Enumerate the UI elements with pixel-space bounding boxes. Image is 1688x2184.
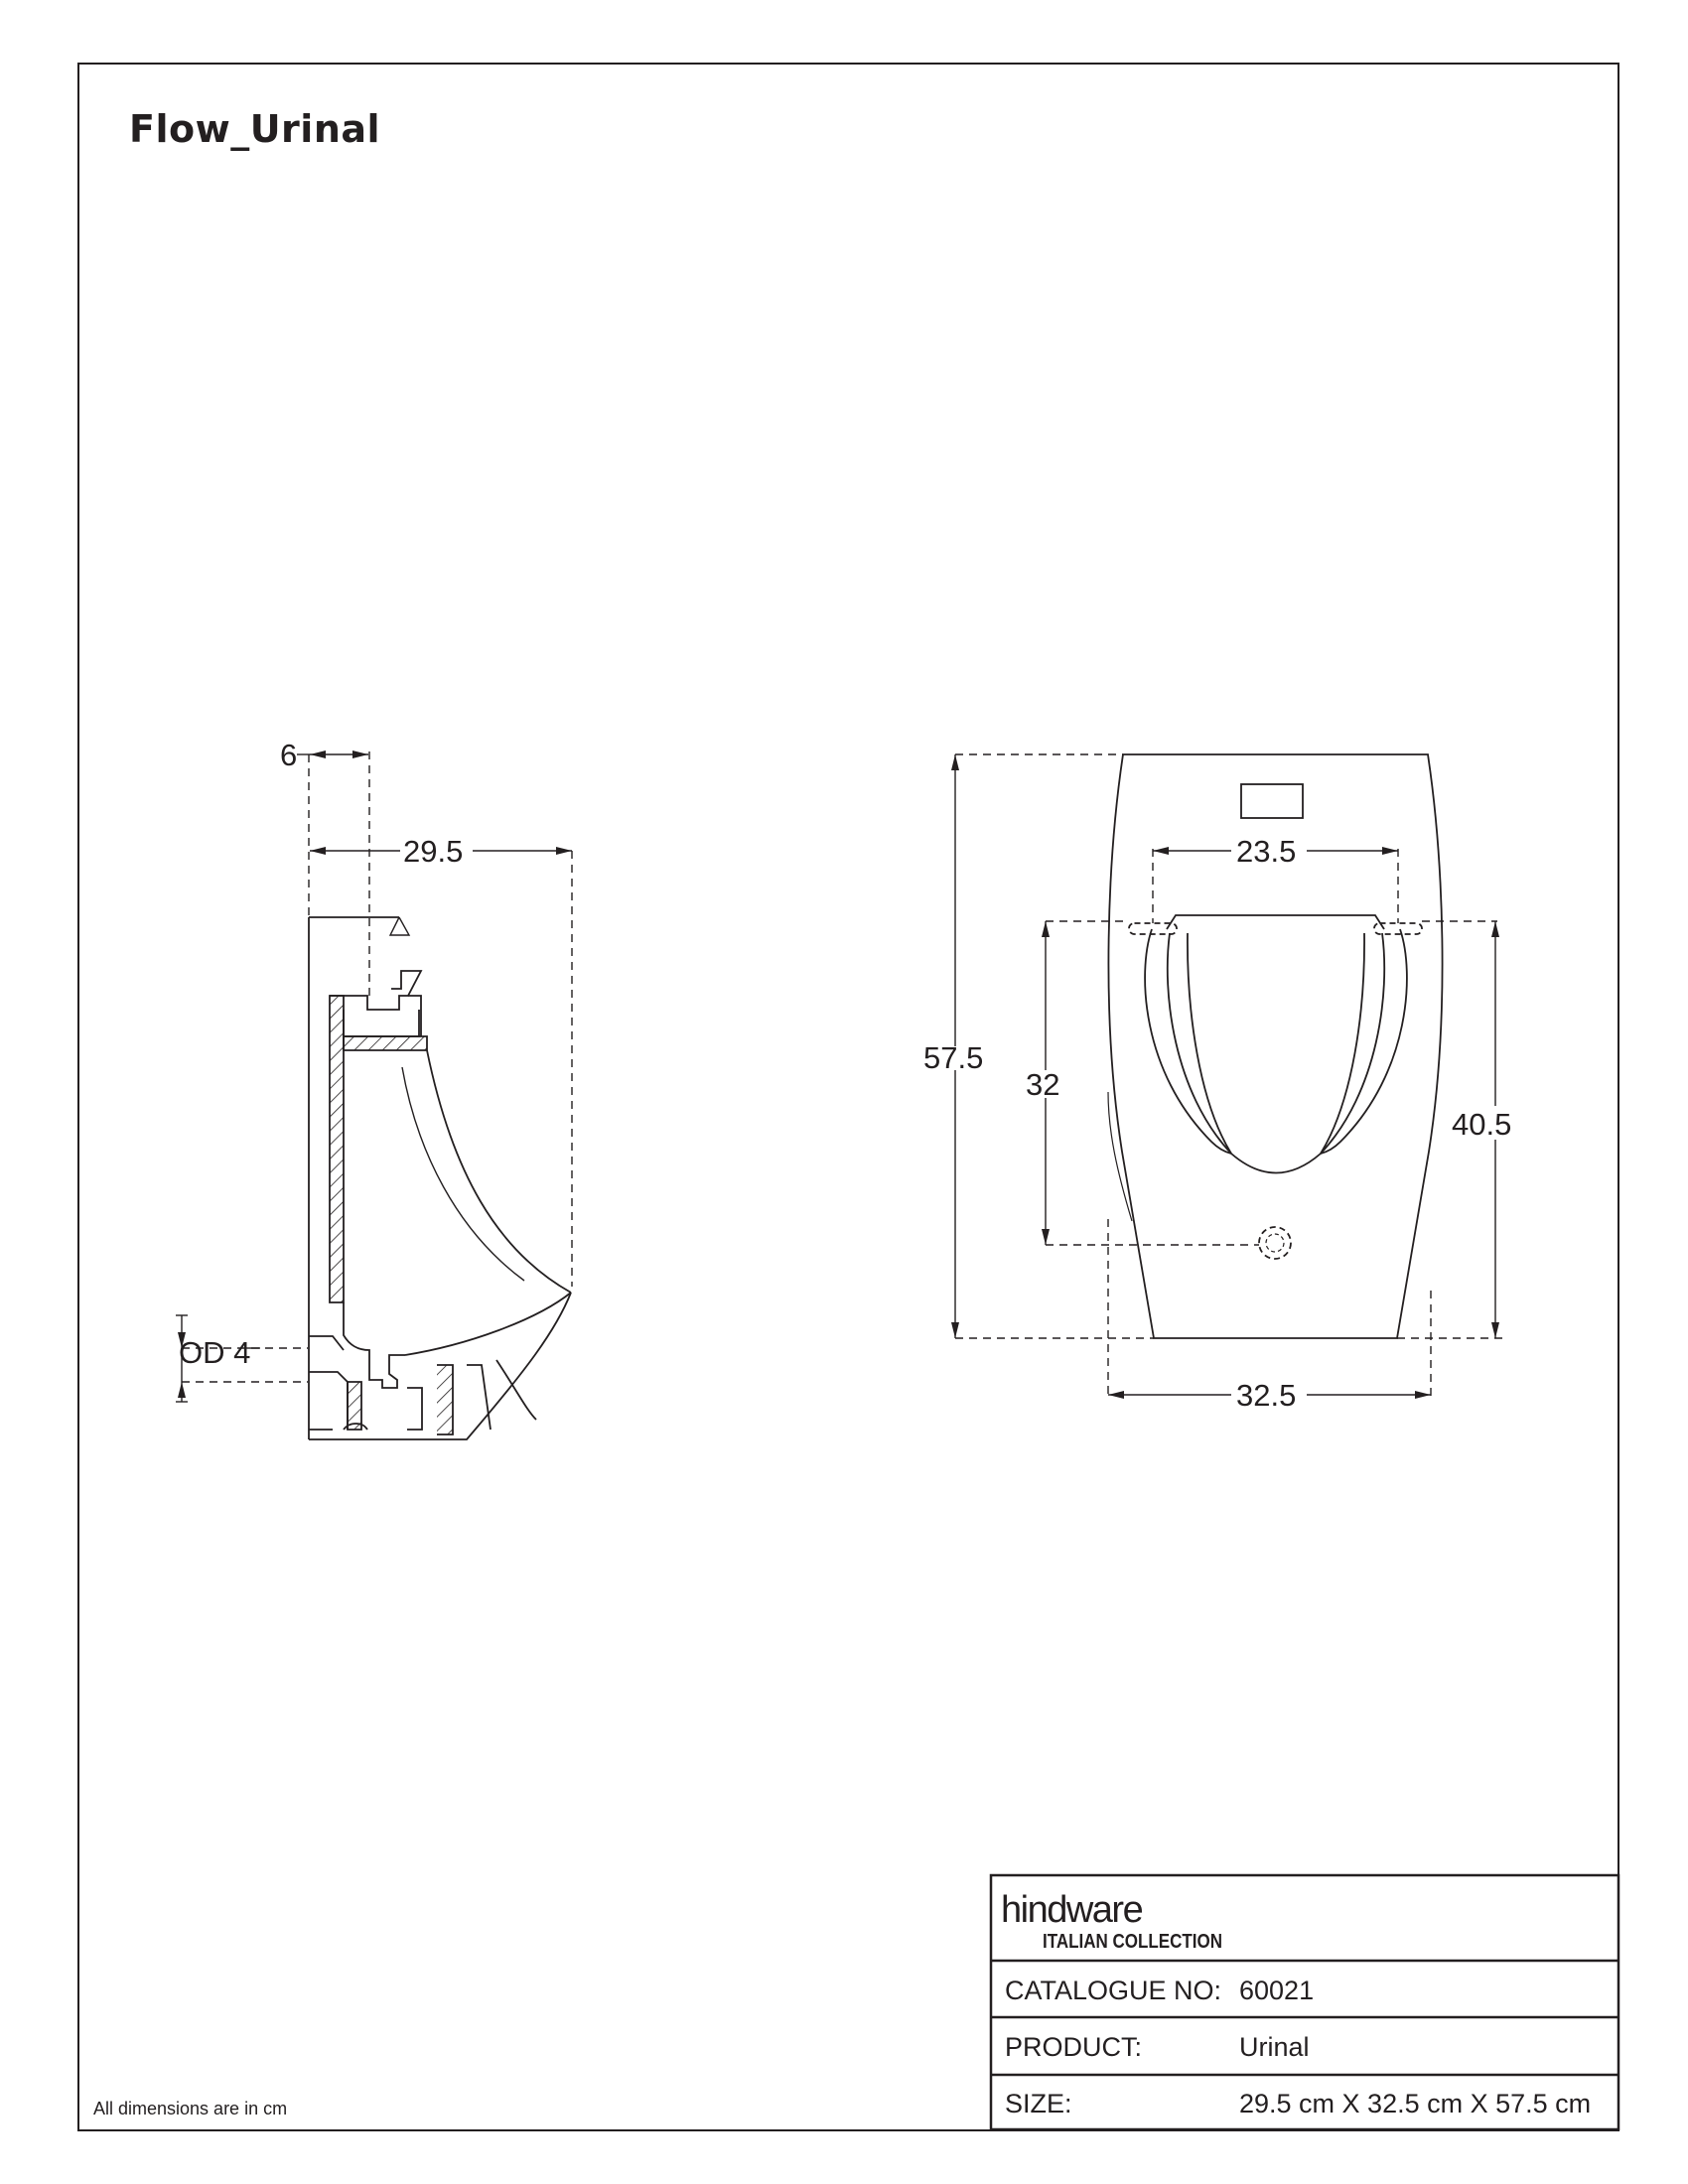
title-block <box>991 1875 1618 2129</box>
brand-collection: ITALIAN COLLECTION <box>1043 1931 1223 1953</box>
page-title: Flow_Urinal <box>129 107 381 151</box>
sensor-window <box>1241 784 1303 818</box>
dim-23-5: 23.5 <box>1236 834 1297 869</box>
outlet-circle <box>1259 1227 1291 1259</box>
dim-40-5: 40.5 <box>1452 1107 1512 1142</box>
side-dimensions <box>176 751 572 1402</box>
brand-name: hindware <box>1001 1889 1143 1931</box>
dim-57-5: 57.5 <box>923 1040 984 1075</box>
dim-6: 6 <box>280 738 298 772</box>
catalogue-label: CATALOGUE NO: <box>1005 1976 1222 2005</box>
product-label: PRODUCT: <box>1005 2032 1143 2062</box>
side-view <box>309 917 571 1439</box>
back-wall-section <box>330 996 344 1302</box>
dim-29-5: 29.5 <box>403 834 464 869</box>
dimensions-note: All dimensions are in cm <box>93 2099 288 2118</box>
outlet-section <box>348 1382 361 1430</box>
dim-od-4: OD 4 <box>179 1335 251 1370</box>
product-value: Urinal <box>1239 2032 1310 2062</box>
size-value: 29.5 cm X 32.5 cm X 57.5 cm <box>1239 2089 1592 2118</box>
size-label: SIZE: <box>1005 2089 1072 2118</box>
dim-32-5: 32.5 <box>1236 1378 1297 1413</box>
top-rim-section <box>344 1036 427 1050</box>
dim-32: 32 <box>1026 1067 1060 1102</box>
side-arrowheads <box>178 751 572 1398</box>
catalogue-value: 60021 <box>1239 1976 1315 2005</box>
